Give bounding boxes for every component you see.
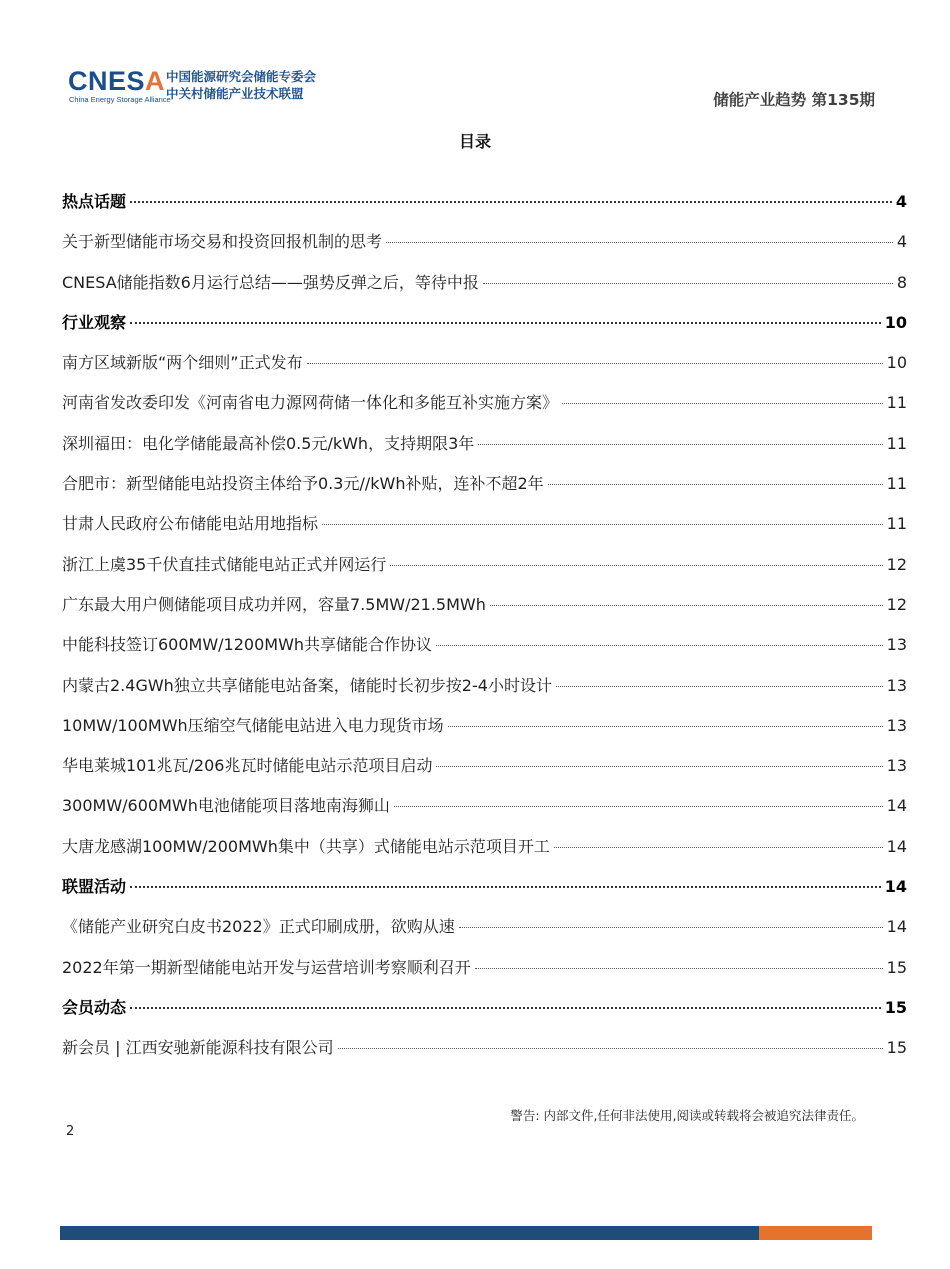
- dot-leader: [130, 886, 881, 888]
- toc-entry[interactable]: [62, 834, 907, 874]
- toc-entry[interactable]: [62, 1035, 907, 1075]
- dot-leader: [394, 806, 883, 807]
- toc-entry[interactable]: [62, 713, 907, 753]
- toc-entry-label: 《储能产业研究白皮书2022》正式印刷成册，欲购从速: [62, 917, 455, 937]
- dot-leader: [130, 322, 881, 324]
- toc-page-number: 13: [886, 756, 907, 776]
- page-number: 2: [66, 1124, 75, 1139]
- toc-entry-label: 300MW/600MWh电池储能项目落地南海狮山: [62, 796, 390, 816]
- toc-entry[interactable]: [62, 632, 907, 672]
- toc-section[interactable]: [62, 874, 907, 914]
- logo-english-subtitle: China Energy Storage Alliance: [69, 95, 171, 104]
- toc-page-number: 10: [886, 353, 907, 373]
- toc-entry-label: 河南省发改委印发《河南省电力源网荷储一体化和多能互补实施方案》: [62, 393, 559, 413]
- toc-page-number: 14: [886, 836, 907, 856]
- dot-leader: [548, 484, 883, 485]
- toc-title: 目录: [458, 132, 491, 151]
- dot-leader: [130, 1007, 881, 1009]
- toc-page-number: 4: [896, 232, 907, 252]
- toc-entry[interactable]: [62, 229, 907, 269]
- toc-section[interactable]: [62, 995, 907, 1035]
- toc-entry[interactable]: [62, 673, 907, 713]
- toc-entry[interactable]: [62, 390, 907, 430]
- toc-page-number: 10: [884, 312, 907, 332]
- toc-page-number: 15: [886, 1038, 907, 1058]
- toc-page-number: 8: [896, 272, 907, 292]
- dot-leader: [448, 726, 883, 727]
- toc-entry-label: CNESA储能指数6月运行总结——强势反弹之后，等待中报: [62, 272, 479, 292]
- confidentiality-warning: 警告: 内部文件,任何非法使用,阅读或转载将会被追究法律责任。: [510, 1108, 864, 1123]
- toc-entry-label: 南方区域新版“两个细则”正式发布: [62, 353, 303, 373]
- toc-page-number: 15: [884, 997, 907, 1017]
- toc-entry-label: 内蒙古2.4GWh独立共享储能电站备案，储能时长初步按2-4小时设计: [62, 675, 552, 695]
- dot-leader: [386, 242, 893, 243]
- toc-entry[interactable]: [62, 793, 907, 833]
- toc-entry[interactable]: [62, 914, 907, 954]
- toc-entry-label: 合肥市：新型储能电站投资主体给予0.3元//kWh补贴，连补不超2年: [62, 474, 544, 494]
- table-of-contents: [62, 189, 907, 1076]
- toc-page-number: 13: [886, 635, 907, 655]
- dot-leader: [475, 968, 883, 969]
- toc-section[interactable]: [62, 310, 907, 350]
- toc-entry-label: 华电莱城101兆瓦/206兆瓦时储能电站示范项目启动: [62, 756, 433, 776]
- dot-leader: [490, 605, 883, 606]
- logo-chinese-names: [166, 68, 316, 102]
- toc-entry-label: 会员动态: [62, 997, 127, 1017]
- toc-page-number: 14: [886, 917, 907, 937]
- toc-entry[interactable]: [62, 431, 907, 471]
- dot-leader: [436, 645, 883, 646]
- footer-bar-blue-segment: [60, 1226, 759, 1240]
- toc-page-number: 4: [895, 192, 907, 211]
- dot-leader: [307, 363, 883, 364]
- toc-entry-label: 关于新型储能市场交易和投资回报机制的思考: [62, 232, 383, 252]
- footer-bar-orange-segment: [759, 1226, 872, 1240]
- toc-page-number: 13: [886, 715, 907, 735]
- toc-page-number: 11: [886, 393, 907, 413]
- toc-entry[interactable]: [62, 955, 907, 995]
- logo-wordmark: CNESA: [68, 66, 166, 96]
- dot-leader: [556, 686, 883, 687]
- toc-page-number: 14: [884, 877, 907, 897]
- toc-entry[interactable]: [62, 753, 907, 793]
- toc-entry[interactable]: [62, 511, 907, 551]
- toc-entry-label: 联盟活动: [62, 877, 127, 897]
- toc-entry[interactable]: [62, 592, 907, 632]
- toc-entry-label: 中能科技签订600MW/1200MWh共享储能合作协议: [62, 635, 433, 655]
- toc-page-number: 12: [886, 594, 907, 614]
- toc-page-number: 11: [886, 474, 907, 494]
- dot-leader: [390, 565, 882, 566]
- toc-entry-label: 深圳福田：电化学储能最高补偿0.5元/kWh，支持期限3年: [62, 433, 475, 453]
- toc-entry-label: 广东最大用户侧储能项目成功并网，容量7.5MW/21.5MWh: [62, 594, 486, 614]
- dot-leader: [322, 524, 883, 525]
- toc-entry-label: 甘肃人民政府公布储能电站用地指标: [62, 514, 319, 534]
- footer-color-bar: [60, 1226, 872, 1240]
- toc-section[interactable]: [62, 189, 907, 229]
- toc-entry-label: 行业观察: [62, 312, 127, 332]
- toc-entry-label: 热点话题: [62, 192, 127, 211]
- toc-entry[interactable]: [62, 471, 907, 511]
- toc-entry-label: 大唐龙感湖100MW/200MWh集中（共享）式储能电站示范项目开工: [62, 836, 550, 856]
- issue-title: 储能产业趋势 第135期: [713, 91, 875, 109]
- toc-page-number: 11: [886, 433, 907, 453]
- toc-entry-label: 新会员 | 江西安驰新能源科技有限公司: [62, 1038, 334, 1058]
- toc-page-number: 15: [886, 957, 907, 977]
- dot-leader: [130, 201, 892, 203]
- toc-page-number: 14: [886, 796, 907, 816]
- dot-leader: [562, 403, 883, 404]
- toc-entry-label: 浙江上虞35千伏直挂式储能电站正式并网运行: [62, 554, 387, 574]
- logo-cn-line-1: 中国能源研究会储能专委会: [166, 69, 317, 84]
- toc-page-number: 12: [886, 554, 907, 574]
- dot-leader: [483, 283, 893, 284]
- toc-page-number: 13: [886, 675, 907, 695]
- dot-leader: [554, 847, 883, 848]
- dot-leader: [478, 444, 882, 445]
- dot-leader: [436, 766, 882, 767]
- toc-entry[interactable]: [62, 350, 907, 390]
- toc-entry-label: 10MW/100MWh压缩空气储能电站进入电力现货市场: [62, 715, 444, 735]
- toc-entry[interactable]: [62, 270, 907, 310]
- toc-page-number: 11: [886, 514, 907, 534]
- toc-entry[interactable]: [62, 552, 907, 592]
- logo-cn-line-2: 中关村储能产业技术联盟: [166, 86, 304, 101]
- cnesa-logo: [68, 66, 348, 106]
- toc-entry-label: 2022年第一期新型储能电站开发与运营培训考察顺利召开: [62, 957, 471, 977]
- dot-leader: [459, 927, 883, 928]
- dot-leader: [338, 1048, 883, 1049]
